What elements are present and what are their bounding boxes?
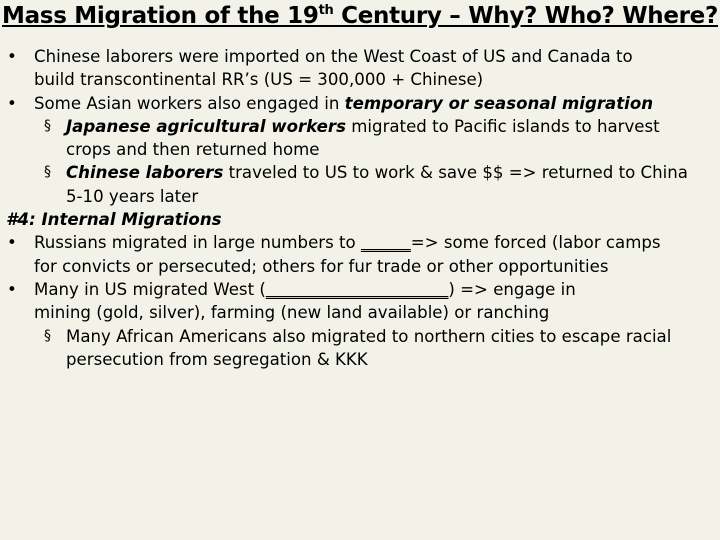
bullet-us-west-line2 <box>0 301 720 324</box>
sub-bullet-text: migrated to Pacific islands to harvest <box>345 116 660 136</box>
bullet-chinese-laborers-line1 <box>0 45 720 68</box>
bullet-dot: • <box>7 279 17 299</box>
bullet-russians-line2 <box>0 255 720 278</box>
bullet-text: Chinese laborers were imported on the West Coast of US and Canada to <box>34 47 633 66</box>
bullet-text: build transcontinental RR’s (US = 300,000 + Chinese) <box>34 70 484 90</box>
fill-in-blank: ______________________ <box>265 279 449 299</box>
bullet-text: Many in US migrated West ( <box>34 279 266 299</box>
bullet-us-west-line1 <box>0 278 720 301</box>
slide-body <box>0 45 720 371</box>
bullet-russians-line1 <box>0 231 720 254</box>
bullet-asian-workers <box>0 92 720 115</box>
title-main: Mass Migration of the 19 <box>2 3 319 29</box>
sub-bullet-emphasis: Japanese agricultural workers <box>66 116 346 136</box>
sub-bullet-text: 5-10 years later <box>66 186 199 206</box>
sub-bullet-emphasis: Chinese laborers <box>66 163 224 183</box>
sub-bullet-text: traveled to US to work & save $$ => returned to China <box>223 163 688 183</box>
sub-bullet-japanese-line2 <box>0 138 720 161</box>
sub-bullet-african-americans-line2 <box>0 348 720 371</box>
bullet-emphasis: temporary or seasonal migration <box>344 93 654 113</box>
sub-bullet-african-americans-line1 <box>0 325 720 348</box>
sub-bullet-marker: § <box>44 327 51 344</box>
bullet-text: mining (gold, silver), farming (new land available) or ranching <box>34 303 550 323</box>
bullet-chinese-laborers-line2 <box>0 68 720 91</box>
slide-title <box>2 3 718 29</box>
bullet-text: ) => engage in <box>448 279 576 299</box>
sub-bullet-marker: § <box>44 117 51 134</box>
bullet-dot: • <box>7 233 17 253</box>
sub-bullet-text: Many African Americans also migrated to northern cities to escape racial <box>66 326 672 346</box>
title-superscript: th <box>318 3 334 18</box>
bullet-text: for convicts or persecuted; others for fur trade or other opportunities <box>34 256 609 276</box>
bullet-text: Russians migrated in large numbers to <box>34 233 361 253</box>
sub-bullet-text: crops and then returned home <box>66 140 320 160</box>
sub-bullet-japanese-line1 <box>0 115 720 138</box>
title-rest: Century – Why? Who? Where? <box>333 3 719 29</box>
bullet-dot: • <box>7 47 17 66</box>
sub-bullet-text: persecution from segregation & KKK <box>66 349 368 369</box>
section-heading: #4: Internal Migrations <box>6 210 222 230</box>
bullet-dot: • <box>7 93 17 113</box>
sub-bullet-chinese-line1 <box>0 161 720 184</box>
fill-in-blank: ______ <box>360 233 411 253</box>
bullet-text: Some Asian workers also engaged in <box>34 93 345 113</box>
sub-bullet-chinese-line2 <box>0 185 720 208</box>
sub-bullet-marker: § <box>44 164 51 181</box>
bullet-text: => some forced (labor camps <box>410 233 661 253</box>
